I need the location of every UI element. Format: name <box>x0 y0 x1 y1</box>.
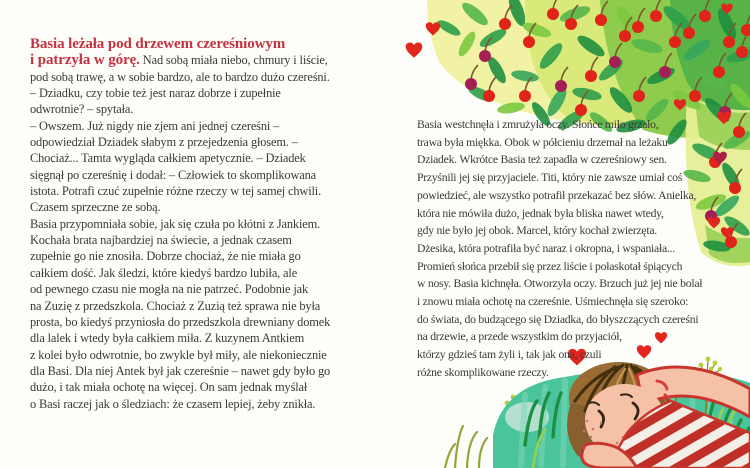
body-text-segment: powiedzieć, ale wszystko potrafił przekazać bez słów. Anielka, <box>417 188 697 202</box>
body-text-segment: odwrotnie? – spytała. <box>30 102 134 117</box>
text-line <box>30 69 330 85</box>
body-text-segment: pod sobą trawę, a w sobie bardzo, ale to bardzo dużo czereśni. <box>30 69 330 84</box>
cherry-red <box>483 90 495 102</box>
body-text-segment: Dżesika, która potrafiła być naraz i okropna, i wspaniała... <box>417 241 675 255</box>
text-line <box>30 232 330 248</box>
cherry-red <box>499 18 511 30</box>
text-line <box>30 281 330 297</box>
heart-icon <box>406 42 423 57</box>
text-line <box>30 36 330 52</box>
cherry-red <box>736 46 748 58</box>
body-text-segment: na drzewie, a przede wszystkim do przyjaciół, <box>417 330 622 344</box>
text-line <box>30 167 330 183</box>
body-text-segment: zupełnie go nie znosiła. Dobrze chociaż, że nie miała go <box>30 249 301 264</box>
cherry-red <box>585 70 597 82</box>
cherry-red <box>650 10 662 22</box>
cherry-red <box>575 104 587 116</box>
body-text-segment: Basia westchnęła i zmrużyła oczy. Słońce miło grzało, <box>417 118 659 131</box>
text-line <box>417 240 702 258</box>
text-line <box>30 363 330 379</box>
text-line <box>417 151 702 169</box>
text-line <box>30 314 330 330</box>
cherry-red <box>523 36 535 48</box>
text-line <box>417 311 702 329</box>
body-text-segment: która nie mówiła dużo, jednak była bliska nawet wtedy, <box>417 206 664 220</box>
body-text-segment: którzy gdzieś tam żyli i, tak jak ona, czuli <box>417 348 602 362</box>
body-text-segment: trawa była miękka. Obok w półcieniu drzemał na leżaku <box>417 135 668 149</box>
right-page-text <box>417 116 702 382</box>
text-line <box>417 293 702 311</box>
text-line <box>30 216 330 232</box>
chapter-title-segment: i patrzyła w górę. <box>30 52 140 69</box>
body-text-segment: Czasem sprzeczne ze sobą. <box>30 200 161 215</box>
text-line <box>417 169 702 187</box>
right-page <box>375 0 750 468</box>
body-text-segment: Basia przypomniała sobie, jak się czuła po kłótni z Jankiem. <box>30 216 321 231</box>
body-text-segment: dużo, i tak miała ochotę na więcej. On sam jednak myślał <box>30 380 308 395</box>
text-line <box>30 298 330 314</box>
body-text-segment: istota. Potrafi czuć zupełnie różne rzeczy w tej samej chwili. <box>30 184 322 199</box>
cherry-red <box>723 36 735 48</box>
cherry-red <box>619 30 631 42</box>
text-line <box>30 396 330 412</box>
body-text-segment: z kolei było odwrotnie, bo zwykle był miły, ale niekoniecznie <box>30 347 327 362</box>
cherry-dark <box>659 66 671 78</box>
cherry-red <box>632 21 644 33</box>
cherry-dark <box>555 80 567 92</box>
text-line <box>30 52 330 68</box>
body-text-segment: odpowiedział Dziadek słabym z przejedzenia głosem. – <box>30 135 298 150</box>
body-text-segment: w nosy. Basia kichnęła. Otworzyła oczy. Brzuch już jej nie bolał <box>417 277 703 291</box>
body-text-segment: od pewnego czasu nie mogła na nie patrzeć. Podobnie jak <box>30 282 309 297</box>
cherry-red <box>547 8 559 20</box>
text-line <box>30 150 330 166</box>
cherry-red <box>633 90 645 102</box>
body-text-segment: gdy nie było jej obok. Marcel, który kochał zwierzęta. <box>417 224 657 238</box>
cherry-red <box>519 90 531 102</box>
text-line <box>417 205 702 223</box>
body-text-segment: do świata, do budzącego się Dziadka, do błyszczących czereśni <box>417 312 699 326</box>
body-text-segment: i znowu miała ochotę na czereśnie. Uśmiechnęła się szeroko: <box>417 295 689 309</box>
body-text-segment: Przyśnili jej się przyjaciele. Titi, który nie zawsze umiał coś <box>417 171 683 185</box>
text-line <box>417 222 702 240</box>
body-text-segment: Nad sobą miała niebo, chmury i liście, <box>139 53 328 68</box>
body-text-segment: Dziadek. Wkrótce Basia też zapadła w czereśniowy sen. <box>417 153 667 167</box>
cherry-red <box>683 27 695 39</box>
cherry-red <box>733 126 745 138</box>
cherry-red <box>669 36 681 48</box>
body-text-segment: Kochała brata najbardziej na świecie, a jednak czasem <box>30 233 292 248</box>
cherry-dark <box>479 50 491 62</box>
text-line <box>30 199 330 215</box>
body-text-segment: o Basi raczej jak o śledziach: że czasem lepiej, żeby znikła. <box>30 396 316 411</box>
body-text-segment: Chociaż... Tamta wygląda całkiem apetycznie. – Dziadek <box>30 151 306 166</box>
text-line <box>30 134 330 150</box>
body-text-segment: – Dziadku, czy tobie też jest naraz dobrze i zupełnie <box>30 86 281 101</box>
body-text-segment: dla lalek i wtedy była całkiem miła. Z kuzynem Antkiem <box>30 331 305 346</box>
body-text-segment: Promień słońca przebił się przez liście i połaskotał śpiących <box>417 259 683 273</box>
cherry-red <box>689 90 701 102</box>
cherry-red <box>565 18 577 30</box>
text-line <box>30 85 330 101</box>
cherry-red <box>729 182 741 194</box>
body-text-segment: dla Basi. Dla niej Antek był jak czereśnie – nawet gdy było go <box>30 363 331 378</box>
text-line <box>30 183 330 199</box>
cherry-dark <box>609 56 621 68</box>
cherry-red <box>595 14 607 26</box>
text-line <box>417 275 702 293</box>
grass-left-blades <box>445 426 487 468</box>
body-text-segment: całkiem dość. Jak śledzi, które kiedyś bardzo lubiła, ale <box>30 265 298 280</box>
text-line <box>30 248 330 264</box>
body-text-segment: prosta, bo kiedyś przyniosła do przedszkola drewniany domek <box>30 314 331 329</box>
chapter-title-segment: Basia leżała pod drzewem czereśniowym <box>30 36 286 52</box>
body-text-segment: – Owszem. Już nigdy nie zjem ani jednej czereśni – <box>30 118 280 133</box>
text-line <box>30 347 330 363</box>
text-line <box>417 187 702 205</box>
body-text-segment: na Zuzię z przedszkola. Chociaż z Zuzią też sprawa nie była <box>30 298 321 313</box>
text-line <box>417 258 702 276</box>
text-line <box>417 328 702 346</box>
text-line <box>30 379 330 395</box>
text-line <box>30 265 330 281</box>
text-line <box>417 134 702 152</box>
text-line <box>417 364 702 382</box>
text-line <box>417 116 702 134</box>
cherry-red <box>713 66 725 78</box>
text-line <box>30 330 330 346</box>
text-line <box>30 101 330 117</box>
text-line <box>30 118 330 134</box>
text-line <box>417 346 702 364</box>
body-text-segment: różne skomplikowane rzeczy. <box>417 365 549 379</box>
body-text-segment: sięgnął po czereśnię i dodał: – Człowiek to skomplikowana <box>30 167 317 182</box>
cherry-red <box>699 10 711 22</box>
left-page-text <box>30 36 330 412</box>
cherry-dark <box>465 78 477 90</box>
